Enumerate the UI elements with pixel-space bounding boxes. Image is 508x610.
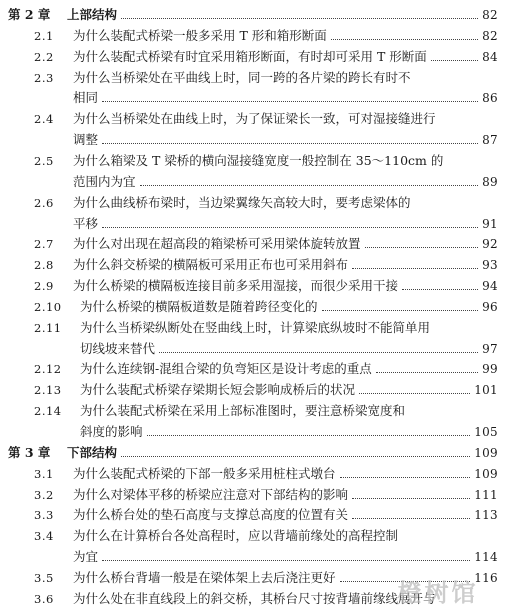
toc-entry-title: 相同	[73, 90, 99, 106]
toc-entry-title: 为什么桥梁的横隔板连接目前多采用湿接，而很少采用干接	[73, 278, 399, 294]
toc-dot-leader	[402, 289, 478, 290]
toc-entry-title: 平移	[73, 215, 99, 231]
toc-entry-title: 为什么当桥梁处在曲线上时，为了保证梁长一致，可对湿接缝进行	[73, 111, 436, 127]
toc-page-number: 94	[482, 279, 498, 294]
toc-chapter-heading	[0, 4, 508, 26]
toc-page-number: 89	[482, 174, 498, 189]
toc-dot-leader	[352, 518, 470, 519]
toc-entry-number: 2.7	[34, 237, 54, 252]
toc-entry	[0, 129, 508, 151]
toc-entry	[0, 484, 508, 506]
toc-entry-title: 为什么箱梁及 T 梁桥的横向湿接缝宽度一般控制在 35～110cm 的	[73, 152, 444, 168]
watermark-logo: 橙树馆	[397, 577, 479, 607]
toc-entry-number: 2.10	[34, 299, 62, 314]
toc-dot-leader	[102, 143, 478, 144]
toc-page-number: 111	[474, 487, 498, 502]
toc-page-number: 101	[474, 383, 498, 398]
toc-entry-number: 3.6	[34, 591, 54, 606]
toc-entry-title: 为什么装配式桥梁的下部一般多采用桩柱式墩台	[73, 465, 336, 481]
toc-page-number: 84	[482, 49, 498, 64]
toc-entry-title: 上部结构	[67, 7, 118, 22]
toc-entry	[0, 400, 508, 422]
toc-dot-leader	[340, 477, 471, 478]
toc-entry-number: 2.12	[34, 362, 62, 377]
toc-entry	[0, 463, 508, 485]
toc-entry-number: 2.1	[34, 28, 54, 43]
toc-page-number: 113	[474, 508, 498, 523]
toc-dot-leader	[322, 310, 479, 311]
toc-page-number: 109	[474, 445, 498, 460]
toc-dot-leader	[365, 247, 479, 248]
toc-page-number: 86	[482, 91, 498, 106]
toc-entry-number: 2.8	[34, 258, 54, 273]
toc-page-number: 82	[482, 28, 498, 43]
toc-dot-leader	[352, 498, 470, 499]
toc-entry	[0, 275, 508, 297]
toc-entry-title: 为什么斜交桥梁的横隔板可采用正布也可采用斜布	[73, 257, 349, 273]
toc-dot-leader	[102, 560, 470, 561]
toc-entry-number: 2.4	[34, 112, 54, 127]
toc-entry-title: 为什么装配式桥梁一般多采用 T 形和箱形断面	[73, 27, 327, 43]
toc-entry	[0, 296, 508, 318]
toc-entry-number: 2.11	[34, 320, 62, 335]
toc-entry-title: 切线坡来替代	[80, 340, 156, 356]
toc-entry	[0, 317, 508, 339]
toc-entry-number: 2.3	[34, 70, 54, 85]
toc-entry-title: 为什么曲线桥布梁时，当边梁翼缘矢高较大时，要考虑梁体的	[73, 194, 411, 210]
toc-entry	[0, 213, 508, 235]
toc-dot-leader	[121, 18, 478, 19]
toc-page-number: 105	[474, 425, 498, 439]
toc-entry-number: 2.13	[34, 383, 62, 398]
toc-entry-title: 斜度的影响	[80, 424, 143, 439]
toc-dot-leader	[121, 456, 470, 457]
toc-entry-title: 调整	[73, 132, 99, 148]
toc-entry	[0, 25, 508, 47]
toc-dot-leader	[159, 352, 478, 353]
toc-entry	[0, 379, 508, 401]
toc-entry	[0, 108, 508, 130]
toc-entry	[0, 421, 508, 443]
toc-entry-number: 第 3 章	[8, 444, 51, 460]
toc-dot-leader	[140, 185, 479, 186]
toc-page-number: 97	[482, 341, 498, 356]
toc-entry-title: 为宜	[73, 549, 99, 565]
toc-page-number: 96	[482, 299, 498, 314]
toc-dot-leader	[331, 39, 478, 40]
toc-entry-title: 为什么对梁体平移的桥梁应注意对下部结构的影响	[73, 486, 349, 502]
toc-dot-leader	[359, 393, 470, 394]
toc-entry-title: 为什么桥台处的垫石高度与支撑总高度的位置有关	[73, 507, 349, 523]
toc-page-number: 114	[474, 550, 498, 565]
toc-entry	[0, 150, 508, 172]
toc-page-number: 87	[482, 133, 498, 148]
toc-entry	[0, 233, 508, 255]
toc-dot-leader	[352, 268, 478, 269]
toc-page-number: 99	[482, 362, 498, 377]
toc-dot-leader	[147, 435, 471, 436]
toc-entry	[0, 546, 508, 568]
toc-chapter-heading	[0, 442, 508, 464]
toc-entry-title: 为什么桥梁的横隔板道数是随着跨径变化的	[80, 298, 318, 314]
toc-page-number: 116	[474, 570, 498, 585]
toc-page-number: 93	[482, 258, 498, 273]
toc-entry-title: 为什么处在非直线段上的斜交桥，其桥台尺寸按背墙前缘线展开与	[73, 590, 436, 606]
toc-entry	[0, 525, 508, 547]
toc-entry-number: 3.3	[34, 508, 54, 523]
toc-entry-title: 为什么当桥梁纵断处在竖曲线上时，计算梁底纵坡时不能简单用	[80, 319, 431, 335]
toc-entry-title: 为什么连续钢-混组合梁的负弯矩区是设计考虑的重点	[80, 361, 372, 377]
toc-entry-title: 为什么装配式桥梁有时宜采用箱形断面，有时却可采用 T 形断面	[73, 48, 427, 64]
toc-entry-title: 为什么桥台背墙一般是在梁体架上去后浇注更好	[73, 569, 336, 585]
toc-page-number: 92	[482, 237, 498, 252]
toc-entry-number: 3.1	[34, 466, 54, 481]
toc-entry-number: 3.2	[34, 487, 54, 502]
toc-entry-number: 2.14	[34, 404, 62, 419]
toc-page-number: 82	[482, 8, 498, 22]
toc-entry	[0, 67, 508, 89]
toc-entry	[0, 192, 508, 214]
toc-entry-title: 为什么在计算桥台各处高程时，应以背墙前缘处的高程控制	[73, 528, 399, 544]
toc-entry	[0, 504, 508, 526]
toc-entry-title: 为什么对出现在超高段的箱梁桥可采用梁体旋转放置	[73, 236, 361, 252]
toc-entry	[0, 358, 508, 380]
toc-entry-number: 2.9	[34, 279, 54, 294]
toc-entry	[0, 46, 508, 68]
toc-entry-title: 下部结构	[67, 444, 118, 460]
toc-entry	[0, 87, 508, 109]
toc-dot-leader	[431, 60, 478, 61]
toc-entry-title: 范围内为宜	[73, 173, 136, 189]
toc-dot-leader	[102, 227, 478, 228]
toc-entry	[0, 338, 508, 360]
toc-entry-number: 2.2	[34, 49, 54, 64]
toc-entry-number: 2.5	[34, 153, 54, 168]
toc-entry-title: 为什么装配式桥梁在采用上部标准图时，要注意桥梁宽度和	[80, 403, 406, 419]
toc-entry-title: 为什么装配式桥梁存梁期长短会影响成桥后的状况	[80, 382, 356, 398]
toc-dot-leader	[376, 372, 478, 373]
toc-entry-number: 3.4	[34, 529, 54, 544]
toc-entry-title: 为什么当桥梁处在平曲线上时，同一跨的各片梁的跨长有时不	[73, 69, 411, 85]
toc-page-number: 109	[474, 466, 498, 481]
toc-entry	[0, 254, 508, 276]
toc-entry-number: 3.5	[34, 570, 54, 585]
toc-entry-number: 第 2 章	[8, 7, 51, 22]
toc-entry-number: 2.6	[34, 195, 54, 210]
toc-page-number: 91	[482, 216, 498, 231]
toc-dot-leader	[102, 101, 478, 102]
toc-entry	[0, 171, 508, 193]
